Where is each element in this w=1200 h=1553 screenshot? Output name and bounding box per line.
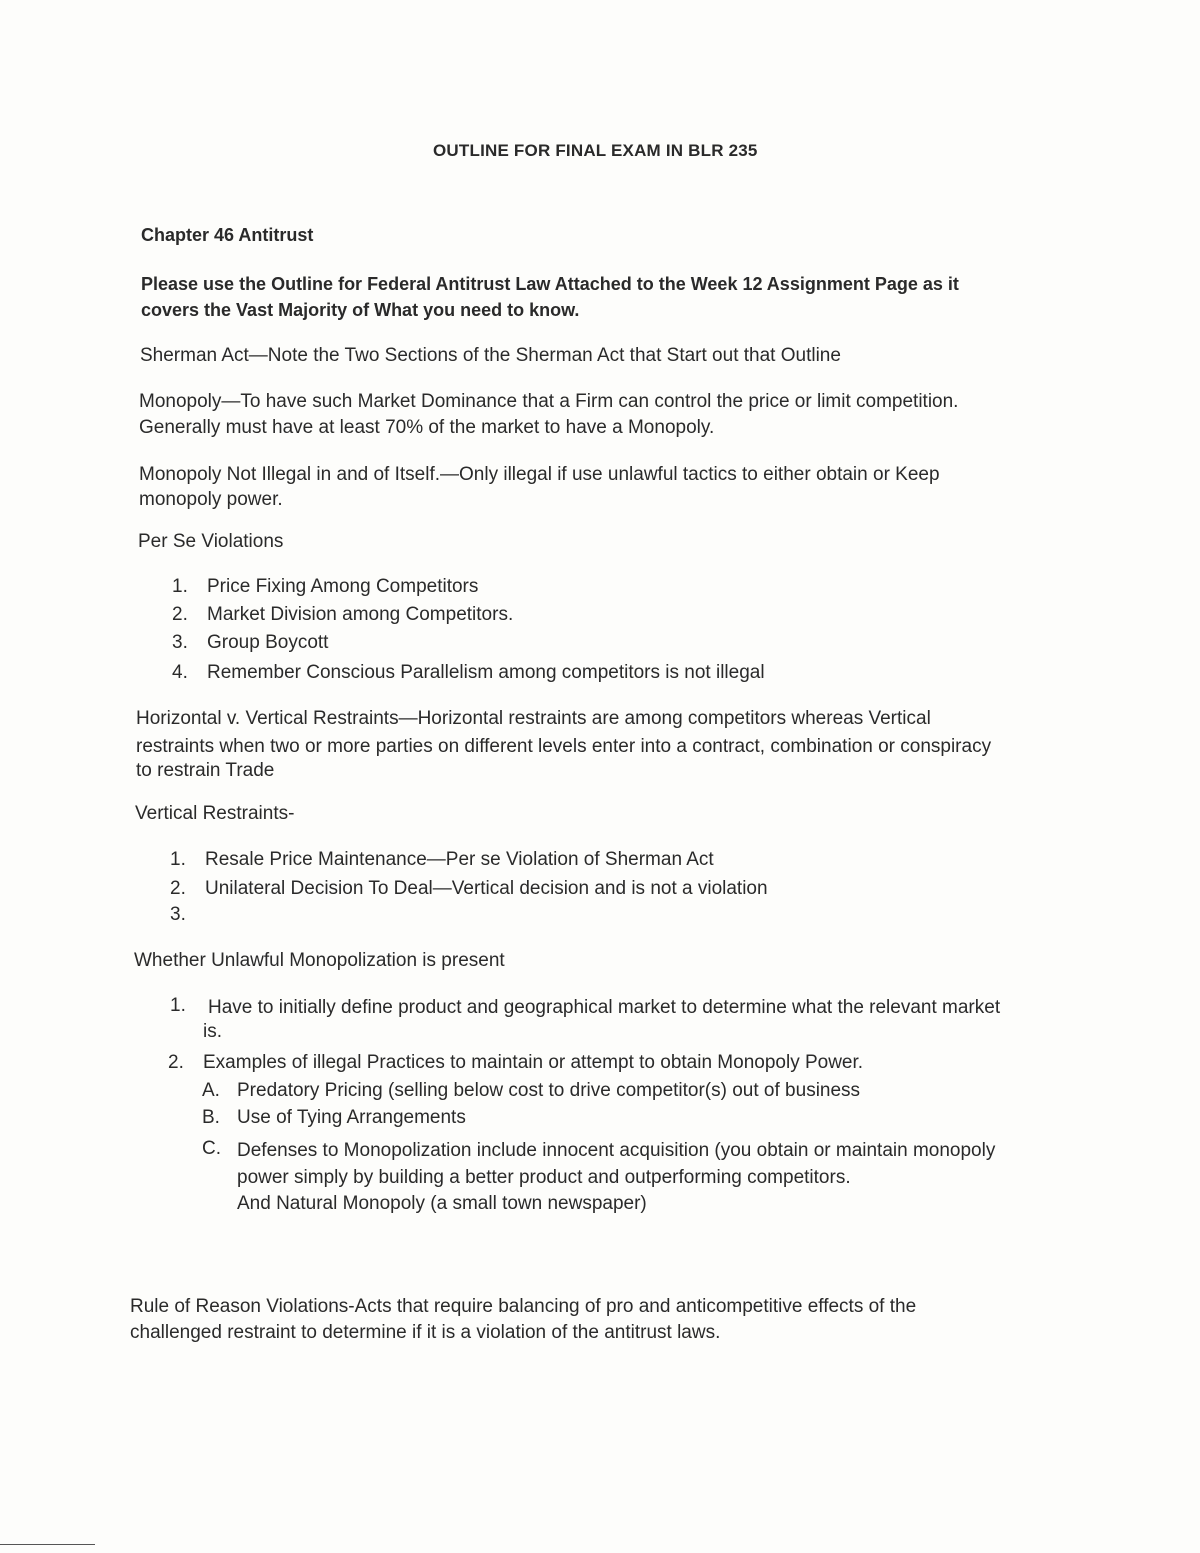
sub-list-letter: A. bbox=[202, 1080, 220, 1101]
note-line-2: covers the Vast Majority of What you need to know. bbox=[141, 300, 580, 320]
monopoly-not-illegal-line-1: Monopoly Not Illegal in and of Itself.—Only illegal if use unlawful tactics to either obtain or Keep bbox=[139, 464, 940, 485]
scan-edge-line bbox=[0, 1544, 95, 1545]
list-item: Examples of illegal Practices to maintain or attempt to obtain Monopoly Power. bbox=[203, 1052, 864, 1073]
list-number: 3. bbox=[172, 632, 188, 653]
list-item-line-1: Have to initially define product and geographical market to determine what the relevant market bbox=[208, 997, 1001, 1018]
sub-list-item-line-1: Defenses to Monopolization include innocent acquisition (you obtain or maintain monopoly bbox=[237, 1140, 996, 1161]
sub-list-letter: C. bbox=[202, 1138, 221, 1159]
sherman-act-line: Sherman Act—Note the Two Sections of the Sherman Act that Start out that Outline bbox=[140, 345, 841, 366]
unlawful-monopolization-heading: Whether Unlawful Monopolization is present bbox=[134, 950, 505, 971]
list-number: 2. bbox=[168, 1052, 184, 1073]
list-item: Unilateral Decision To Deal—Vertical decision and is not a violation bbox=[205, 878, 768, 899]
list-item: Price Fixing Among Competitors bbox=[207, 576, 479, 597]
per-se-heading: Per Se Violations bbox=[138, 531, 284, 552]
horizontal-vertical-line-2: restraints when two or more parties on different levels enter into a contract, combination or conspiracy bbox=[136, 736, 992, 757]
sub-list-item-line-2: power simply by building a better product and outperforming competitors. bbox=[237, 1167, 851, 1188]
list-number: 2. bbox=[172, 604, 188, 625]
list-number: 1. bbox=[170, 849, 186, 870]
sub-list-item: Predatory Pricing (selling below cost to drive competitor(s) out of business bbox=[237, 1080, 861, 1101]
list-number: 1. bbox=[170, 995, 186, 1016]
chapter-heading: Chapter 46 Antitrust bbox=[141, 225, 314, 245]
horizontal-vertical-line-1: Horizontal v. Vertical Restraints—Horizontal restraints are among competitors whereas Vertical bbox=[136, 708, 931, 729]
list-number: 4. bbox=[172, 662, 188, 683]
sub-list-item-line-3: And Natural Monopoly (a small town newspaper) bbox=[237, 1193, 647, 1214]
list-number: 3. bbox=[170, 904, 186, 925]
monopoly-definition-line-1: Monopoly—To have such Market Dominance that a Firm can control the price or limit competition. bbox=[139, 391, 959, 412]
sub-list-item: Use of Tying Arrangements bbox=[237, 1107, 466, 1128]
note-line-1: Please use the Outline for Federal Antitrust Law Attached to the Week 12 Assignment Page as it bbox=[141, 274, 959, 294]
monopoly-definition-line-2: Generally must have at least 70% of the market to have a Monopoly. bbox=[139, 417, 715, 438]
list-item-line-2: is. bbox=[203, 1021, 222, 1042]
sub-list-letter: B. bbox=[202, 1107, 220, 1128]
list-item: Market Division among Competitors. bbox=[207, 604, 514, 625]
rule-of-reason-line-1: Rule of Reason Violations-Acts that require balancing of pro and anticompetitive effects of the bbox=[130, 1296, 917, 1317]
monopoly-not-illegal-line-2: monopoly power. bbox=[139, 489, 283, 510]
rule-of-reason-line-2: challenged restraint to determine if it is a violation of the antitrust laws. bbox=[130, 1322, 721, 1343]
horizontal-vertical-line-3: to restrain Trade bbox=[136, 760, 275, 781]
document-title: OUTLINE FOR FINAL EXAM IN BLR 235 bbox=[433, 141, 758, 160]
list-item: Remember Conscious Parallelism among competitors is not illegal bbox=[207, 662, 765, 683]
list-number: 2. bbox=[170, 878, 186, 899]
list-item: Group Boycott bbox=[207, 632, 329, 653]
vertical-restraints-heading: Vertical Restraints- bbox=[135, 803, 295, 824]
list-item: Resale Price Maintenance—Per se Violation of Sherman Act bbox=[205, 849, 714, 870]
list-number: 1. bbox=[172, 576, 188, 597]
